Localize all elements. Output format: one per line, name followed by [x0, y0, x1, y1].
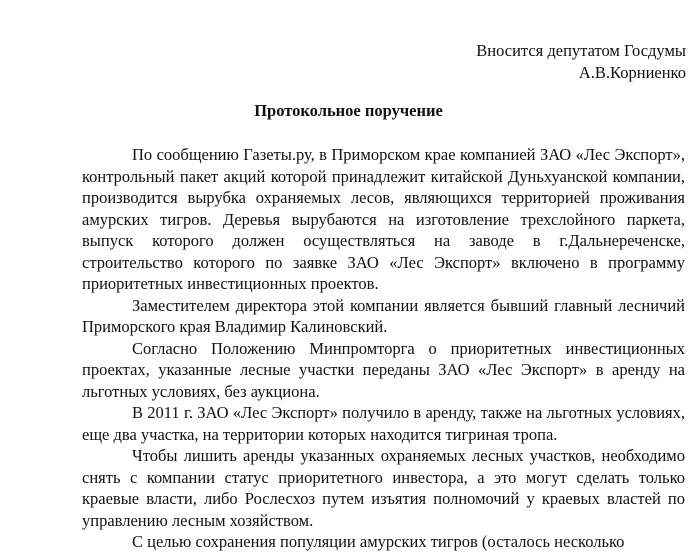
- submitter-line: Вносится депутатом Госдумы: [476, 41, 686, 60]
- paragraph: С целью сохранения популяции амурских тигров (осталось несколько: [132, 532, 625, 551]
- paragraph: Заместителем директора этой компании является бывший главный лесничий Приморского края Владимир Калиновский.: [82, 295, 685, 336]
- document-body: [82, 144, 685, 553]
- paragraph: Согласно Положению Минпромторга о приоритетных инвестиционных проектах, указанные лесные участки переданы ЗАО «Лес Экспорт» в аренду на льготных условиях, без аукциона.: [82, 338, 685, 401]
- submitter-block: [476, 40, 686, 84]
- document-title: Протокольное поручение: [254, 101, 443, 120]
- paragraph: Чтобы лишить аренды указанных охраняемых лесных участков, необходимо снять с компании статус приоритетного инвестора, а это могут сделать только краевые власти, либо Рослесхоз путем изъятия полномочий у краевых властей по управлению лесным хозяйством.: [82, 446, 685, 530]
- paragraph: В 2011 г. ЗАО «Лес Экспорт» получило в аренду, также на льготных условиях, еще два участка, на территории которых находится тигриная тропа.: [82, 403, 685, 444]
- paragraph: По сообщению Газеты.ру, в Приморском крае компанией ЗАО «Лес Экспорт», контрольный пакет акций которой принадлежит китайской Дуньхуанской компании, производится вырубка охраняемых лесов, являющихся территорией проживания амурских тигров. Деревья вырубаются на изготовление трехслойного паркета, выпуск которого должен осуществляться на заводе в г.Дальнереченске, строительство которого по заявке ЗАО «Лес Экспорт» включено в программу приоритетных инвестиционных проектов.: [82, 145, 685, 293]
- submitter-name: А.В.Корниенко: [578, 63, 686, 82]
